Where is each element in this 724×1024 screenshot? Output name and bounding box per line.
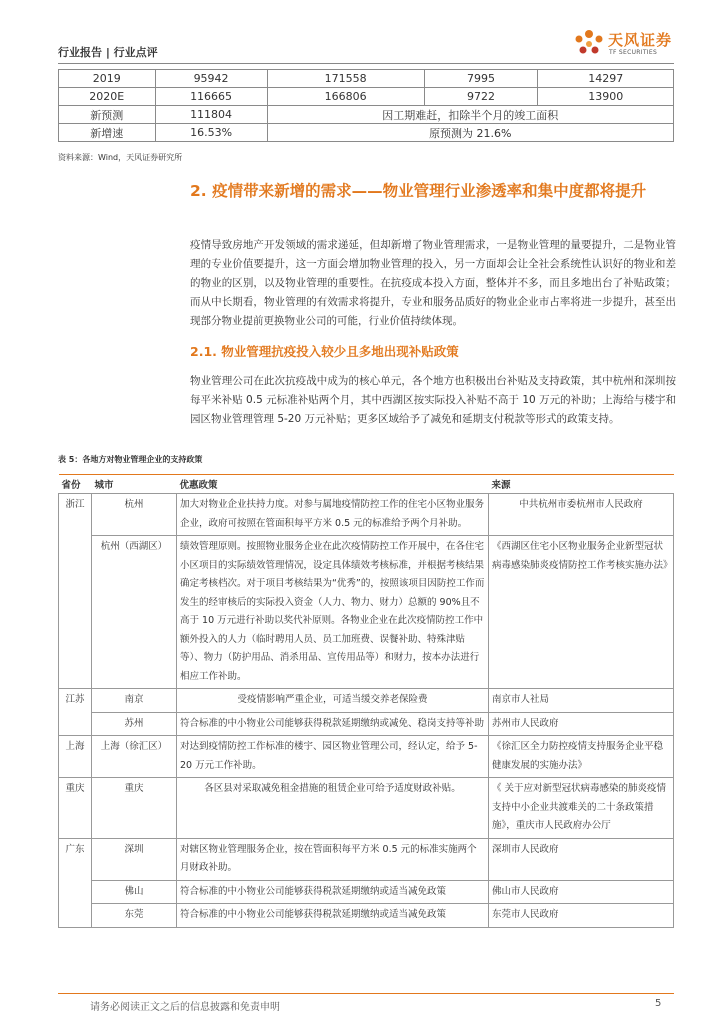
column-header: 优惠政策: [177, 475, 489, 494]
table-cell: 13900: [538, 88, 674, 106]
policy-cell: 对达到疫情防控工作标准的楼宇、园区物业管理公司，经认定，给予 5-20 万元工作补助。: [177, 736, 489, 778]
table-cell: 7995: [424, 70, 538, 88]
policy-table: [58, 474, 674, 928]
column-header: 省份: [59, 475, 92, 494]
city-cell: 杭州（西湖区）: [92, 536, 177, 689]
table-row: [59, 124, 674, 142]
city-cell: 重庆: [92, 778, 177, 839]
section-paragraph: 疫情导致房地产开发领域的需求递延，但却新增了物业管理需求，一是物业管理的量要提升，二是物业管理的专业价值要提升，这一方面会增加物业管理的投入，另一方面却会让全社会系统性认识好的物业和差的物业的区别，以及物业管理的重要性。在抗疫成本投入方面，整体并不多，而且多地出台了补贴政策；而从中长期看，物业管理的有效需求将提升，专业和服务品质好的物业企业市占率将进一步提升，甚至出现部分物业提前更换物业公司的可能，行业价值持续体现。: [190, 239, 676, 327]
city-cell: 南京: [92, 689, 177, 713]
logo-icon: [572, 25, 606, 59]
table-row: [59, 838, 674, 880]
section-heading: 2. 疫情带来新增的需求——物业管理行业渗透率和集中度都将提升: [190, 182, 647, 200]
policy-cell: 对辖区物业管理服务企业，按在管面积每平方米 0.5 元的标准实施两个月财政补助。: [177, 838, 489, 880]
table-cell: 9722: [424, 88, 538, 106]
table-row: [59, 712, 674, 736]
province-cell: 浙江: [59, 494, 92, 689]
city-cell: 深圳: [92, 838, 177, 880]
province-cell: 江苏: [59, 689, 92, 736]
source-cell: 《徐汇区全力防控疫情支持服务企业平稳健康发展的实施办法》: [489, 736, 674, 778]
policy-cell: 符合标准的中小物业公司能够获得税款延期缴纳或适当减免政策: [177, 904, 489, 928]
table-row: [59, 106, 674, 124]
city-cell: 苏州: [92, 712, 177, 736]
policy-cell: 符合标准的中小物业公司能够获得税款延期缴纳或减免、稳岗支持等补助: [177, 712, 489, 736]
table-cell: 95942: [155, 70, 267, 88]
city-cell: 杭州: [92, 494, 177, 536]
table-cell: 2019: [59, 70, 156, 88]
footer-disclaimer: 请务必阅读正文之后的信息披露和免责申明: [90, 1002, 280, 1013]
page-number: 5: [655, 998, 662, 1009]
forecast-table: [58, 69, 674, 142]
table-row: [59, 88, 674, 106]
province-cell: 上海: [59, 736, 92, 778]
table-row: [59, 904, 674, 928]
policy-cell: 受疫情影响严重企业，可适当缓交养老保险费: [177, 689, 489, 713]
table-cell: 166806: [267, 88, 424, 106]
subsection-heading: 2.1. 物业管理抗疫投入较少且多地出现补贴政策: [190, 344, 459, 359]
policy-cell: 各区县对采取减免租金措施的租赁企业可给予适度财政补贴。: [177, 778, 489, 839]
column-header: 城市: [92, 475, 177, 494]
source-cell: 《西湖区住宅小区物业服务企业新型冠状病毒感染肺炎疫情防控工作考核实施办法》: [489, 536, 674, 689]
source-cell: 南京市人社局: [489, 689, 674, 713]
source-cell: 中共杭州市委杭州市人民政府: [489, 494, 674, 536]
source-cell: 东莞市人民政府: [489, 904, 674, 928]
header-divider: [58, 63, 674, 64]
column-header: 来源: [489, 475, 674, 494]
table-cell: 111804: [155, 106, 267, 124]
table-row: [59, 70, 674, 88]
source-cell: 深圳市人民政府: [489, 838, 674, 880]
table-cell: 171558: [267, 70, 424, 88]
table-cell: 新预测: [59, 106, 156, 124]
table-cell: 14297: [538, 70, 674, 88]
report-type: 行业报告 | 行业点评: [58, 46, 158, 59]
table-row: [59, 778, 674, 839]
city-cell: 佛山: [92, 880, 177, 904]
subsection-paragraph: 物业管理公司在此次抗疫战中成为的核心单元，各个地方也积极出台补贴及支持政策，其中杭州和深圳按每平米补贴 0.5 元标准补贴两个月，其中西湖区按实际投入补贴不高于 10 万元的补助；上海给与楼宇和园区物业管理管理 5-20 万元补贴；更多区域给予了减免和延期支付税款等形式的政策支持。: [190, 375, 676, 425]
table-cell: 因工期难赶，扣除半个月的竣工面积: [267, 106, 673, 124]
table-cell: 原预测为 21.6%: [267, 124, 673, 142]
source-cell: 佛山市人民政府: [489, 880, 674, 904]
footer-divider: [58, 993, 674, 994]
table-source: 资料来源：Wind，天风证券研究所: [58, 153, 183, 162]
table-header-row: [59, 475, 674, 494]
table-row: [59, 536, 674, 689]
province-cell: 重庆: [59, 778, 92, 839]
table-caption: 表 5：各地方对物业管理企业的支持政策: [58, 455, 203, 464]
city-cell: 东莞: [92, 904, 177, 928]
policy-cell: 绩效管理原则。按照物业服务企业在此次疫情防控工作开展中，在各住宅小区项目的实际绩效管理情况，设定具体绩效考核标准，并根据考核结果确定考核档次。对于项目考核结果为“优秀”的，按照该项目因防控工作而发生的经审核后的实际投入资金（人力、物力、财力）总额的 90%且不高于 10 万元进行补助以奖代补原则。各物业企业在此次疫情防控工作中额外投入的人力（临时聘用人员、员工加班费、误餐补助、特殊津贴等）、物力（防护用品、消杀用品、宣传用品等）和财力，按本办法进行相应工作补助。: [177, 536, 489, 689]
table-row: [59, 494, 674, 536]
table-cell: 116665: [155, 88, 267, 106]
table-row: [59, 689, 674, 713]
table-row: [59, 880, 674, 904]
source-cell: 《 关于应对新型冠状病毒感染的肺炎疫情支持中小企业共渡难关的二十条政策措施》，重庆市人民政府办公厅: [489, 778, 674, 839]
policy-cell: 加大对物业企业扶持力度。对参与属地疫情防控工作的住宅小区物业服务企业，政府可按照在管面积每平方米 0.5 元的标准给予两个月补助。: [177, 494, 489, 536]
logo-sub: TF SECURITIES: [609, 49, 658, 56]
city-cell: 上海（徐汇区）: [92, 736, 177, 778]
table-row: [59, 736, 674, 778]
table-cell: 16.53%: [155, 124, 267, 142]
source-cell: 苏州市人民政府: [489, 712, 674, 736]
table-cell: 新增速: [59, 124, 156, 142]
logo-name: 天风证券: [608, 31, 673, 49]
logo: [572, 22, 682, 62]
table-cell: 2020E: [59, 88, 156, 106]
policy-cell: 符合标准的中小物业公司能够获得税款延期缴纳或适当减免政策: [177, 880, 489, 904]
province-cell: 广东: [59, 838, 92, 927]
